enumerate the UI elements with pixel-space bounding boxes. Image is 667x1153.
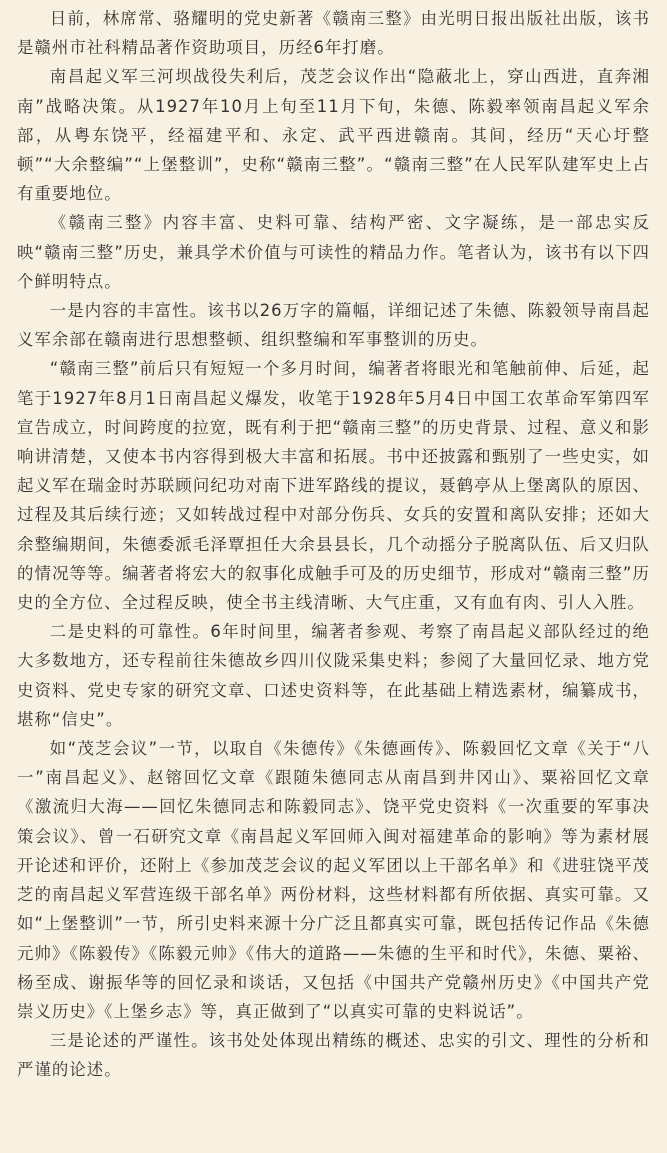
paragraph-point-two-examples: 如“茂芝会议”一节，以取自《朱德传》《朱德画传》、陈毅回忆文章《关于“八一”南昌起义》、赵镕回忆文章《跟随朱德同志从南昌到井冈山》、粟裕回忆文章《激流归大海——回忆朱德同志和陈毅同志》、饶平党史资料《一次重要的军事决策会议》、曾一石研究文章《南昌起义军回师入闽对福建革命的影响》等为素材展开论述和评价，还附上《参加茂芝会议的起义军团以上干部名单》和《进驻饶平茂芝的南昌起义军营连级干部名单》两份材料，这些材料都有所依据、真实可靠。又如“上堡整训”一节，所引史料来源十分广泛且都真实可靠，既包括传记作品《朱德元帅》《陈毅传》《陈毅元帅》《伟大的道路——朱德的生平和时代》，朱德、粟裕、杨至成、谢振华等的回忆录和谈话，又包括《中国共产党赣州历史》《中国共产党崇义历史》《上堡乡志》等，真正做到了“以真实可靠的史料说话”。: [17, 739, 650, 1021]
paragraph-background: 南昌起义军三河坝战役失利后，茂芝会议作出“隐蔽北上，穿山西进，直奔湘南”战略决策。从1927年10月上旬至11月下旬，朱德、陈毅率领南昌起义军余部，从粤东饶平，经福建平和、永定、武平西进赣南。其间，经历“天心圩整顿”“大余整编”“上堡整训”，史称“赣南三整”。“赣南三整”在人民军队建军史上占有重要地位。: [17, 67, 650, 204]
paragraph-point-one: 一是内容的丰富性。该书以26万字的篇幅，详细记述了朱德、陈毅领导南昌起义军余部在赣南进行思想整顿、组织整编和军事整训的历史。: [17, 301, 650, 350]
paragraph-overview: 《赣南三整》内容丰富、史料可靠、结构严密、文字凝练，是一部忠实反映“赣南三整”历史，兼具学术价值与可读性的精品力作。笔者认为，该书有以下四个鲜明特点。: [17, 213, 650, 291]
paragraph-intro: 日前，林席常、骆耀明的党史新著《赣南三整》由光明日报出版社出版，该书是赣州市社科精品著作资助项目，历经6年打磨。: [17, 9, 650, 58]
paragraph-point-three: 三是论述的严谨性。该书处处体现出精练的概述、忠实的引文、理性的分析和严谨的论述。: [17, 1031, 650, 1080]
paragraph-point-two: 二是史料的可靠性。6年时间里，编著者参观、考察了南昌起义部队经过的绝大多数地方，还专程前往朱德故乡四川仪陇采集史料；参阅了大量回忆录、地方党史资料、党史专家的研究文章、口述史资料等，在此基础上精选素材，编纂成书，堪称“信史”。: [17, 622, 650, 729]
paragraph-point-one-detail: “赣南三整”前后只有短短一个多月时间，编著者将眼光和笔触前伸、后延，起笔于1927年8月1日南昌起义爆发，收笔于1928年5月4日中国工农革命军第四军宣告成立，时间跨度的拉宽，既有利于把“赣南三整”的历史背景、过程、意义和影响讲清楚，又使本书内容得到极大丰富和拓展。书中还披露和甄别了一些史实，如起义军在瑞金时苏联顾问纪功对南下进军路线的提议，聂鹤亭从上堡离队的原因、过程及其后续行迹；又如转战过程中对部分伤兵、女兵的安置和离队安排；还如大余整编期间，朱德委派毛泽覃担任大余县县长，几个动摇分子脱离队伍、后又归队的情况等等。编著者将宏大的叙事化成触手可及的历史细节，形成对“赣南三整”历史的全方位、全过程反映，使全书主线清晰、大气庄重，又有血有肉、引人入胜。: [17, 359, 650, 613]
